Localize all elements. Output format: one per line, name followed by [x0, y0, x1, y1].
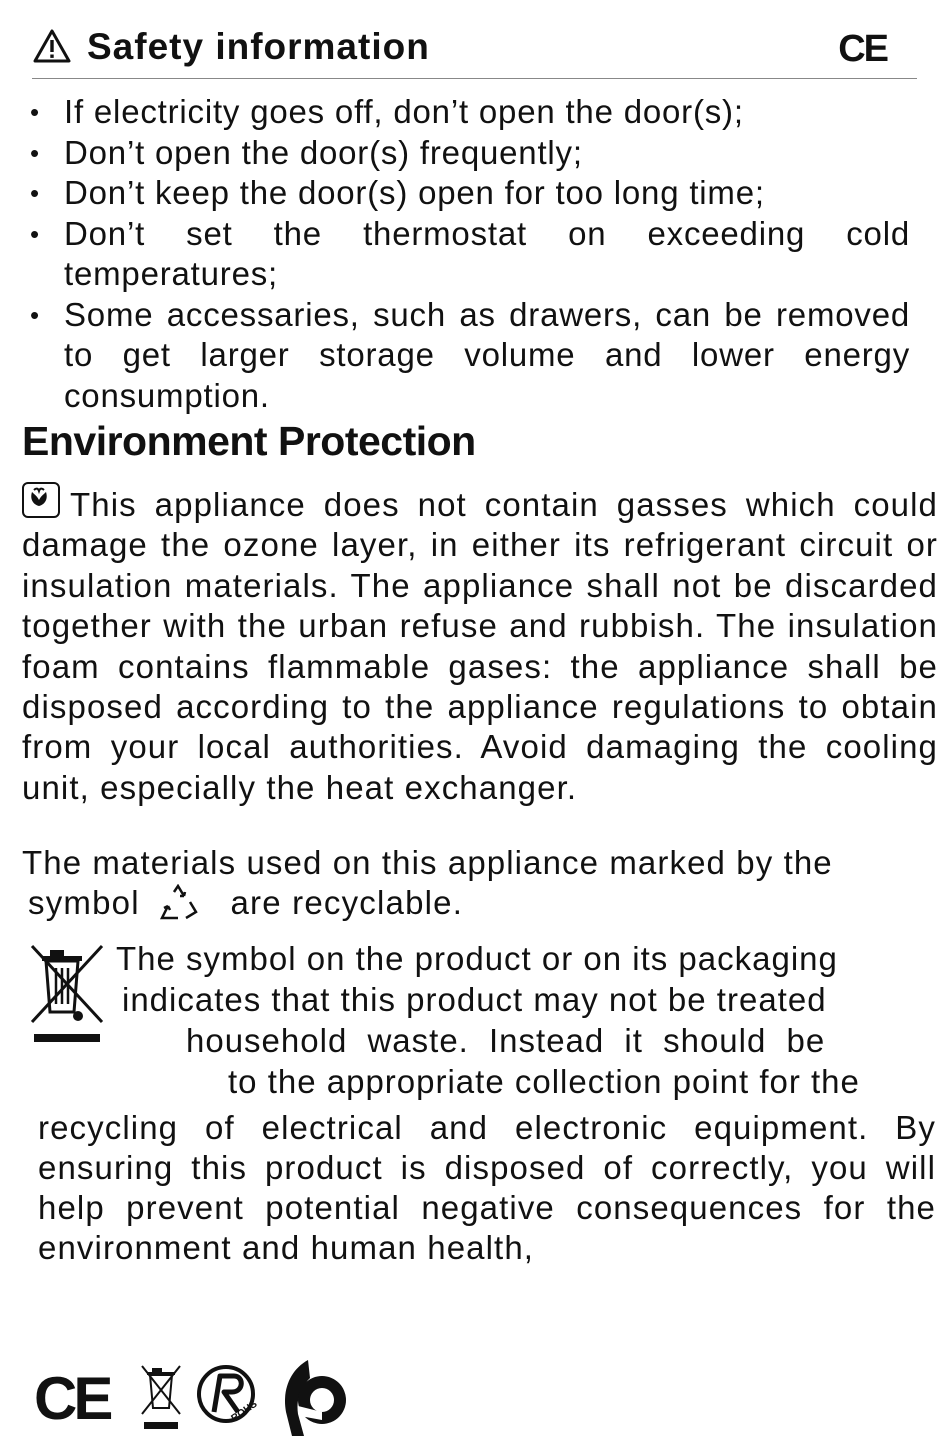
- environment-paragraph: [22, 482, 938, 808]
- safety-bullet-list: [30, 92, 910, 416]
- recycle-line-1: The materials used on this appliance marked by the: [22, 844, 833, 881]
- rohs-label: ROHS: [229, 1398, 260, 1425]
- certification-marks: [32, 1356, 362, 1436]
- certification-logo-icon: [278, 1356, 352, 1438]
- ce-mark: CE: [838, 28, 887, 70]
- weee-line: household waste. Instead it should be: [186, 1022, 826, 1059]
- list-item: • Don’t set the thermostat on exceeding cold temperatures;: [30, 214, 910, 295]
- eco-leaf-icon: [22, 482, 60, 518]
- weee-line: to the appropriate collection point for the: [228, 1063, 860, 1100]
- crossed-bin-small-icon: [140, 1364, 184, 1432]
- warning-icon: [32, 28, 72, 64]
- crossed-bin-icon: [30, 942, 110, 1046]
- weee-line: indicates that this product may not be treated: [122, 981, 827, 1018]
- weee-line: The symbol on the product or on its packaging: [116, 940, 838, 977]
- ce-mark-footer: CE: [34, 1365, 110, 1432]
- rohs-icon: [196, 1362, 260, 1426]
- list-item: • If electricity goes off, don’t open the door(s);: [30, 92, 910, 133]
- weee-lines: [116, 938, 926, 1102]
- section-heading: Environment Protection: [22, 418, 476, 464]
- rohs-mark: [196, 1362, 260, 1426]
- recycle-pre-text: symbol: [28, 884, 140, 921]
- list-item: • Don’t open the door(s) frequently;: [30, 133, 910, 174]
- page-title: Safety information: [87, 26, 430, 67]
- list-item: • Don’t keep the door(s) open for too long time;: [30, 173, 910, 214]
- list-item: • Some accessaries, such as drawers, can be removed to get larger storage volume and lower energy consumption.: [30, 295, 910, 417]
- recycle-icon: [154, 884, 202, 924]
- section-header: [32, 22, 917, 79]
- recycle-post-text: are recyclable.: [230, 884, 464, 921]
- recycle-line-2: [28, 884, 463, 924]
- weee-continuation: recycling of electrical and electronic equipment. By ensuring this product is disposed of correctly, you will help prevent potential negative consequences for the environment and human health,: [38, 1109, 936, 1266]
- environment-text: This appliance does not contain gasses which could damage the ozone layer, in either its refrigerant circuit or insulation materials. The appliance shall not be discarded together with the urban refuse and rubbish. The insulation foam contains flammable gases: the appliance shall be disposed according to the appliance regulations to obtain from your local authorities. Avoid damaging the cooling unit, especially the heat exchanger.: [22, 486, 938, 806]
